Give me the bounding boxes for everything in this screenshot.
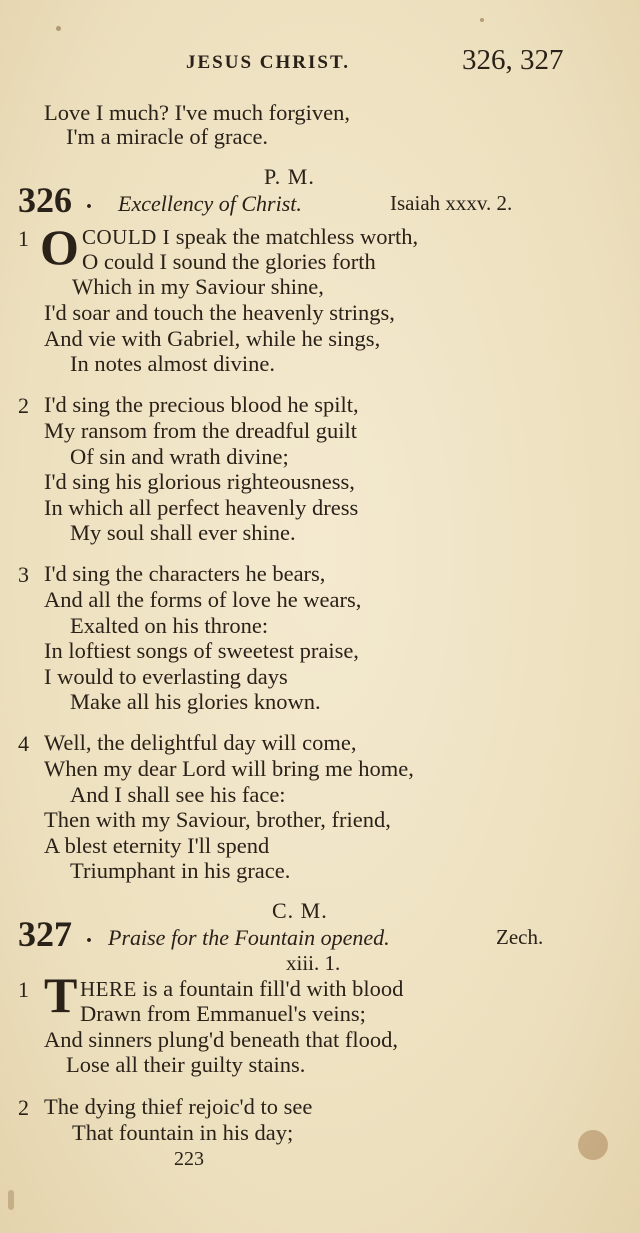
verse-number: 4 — [18, 731, 29, 756]
verse-line: I'd sing the precious blood he spilt, — [44, 392, 359, 417]
verse-line: Lose all their guilty stains. — [66, 1052, 306, 1077]
hymn-number-dot: . — [86, 922, 92, 948]
opening-words: COULD I — [82, 225, 171, 249]
page-number: 223 — [174, 1148, 204, 1170]
verse-line: When my dear Lord will bring me home, — [44, 756, 414, 781]
opening-words: HERE — [80, 977, 137, 1001]
verse-line: The dying thief rejoic'd to see — [44, 1094, 313, 1119]
verse-number: 2 — [18, 393, 29, 418]
verse-line: Then with my Saviour, brother, friend, — [44, 807, 391, 832]
verse-number: 1 — [18, 977, 29, 1002]
carryover-line: I'm a miracle of grace. — [66, 124, 269, 149]
verse-line: Well, the delightful day will come, — [44, 730, 357, 755]
running-title: JESUS CHRIST. — [186, 52, 350, 73]
scripture-ref: Isaiah xxxv. 2. — [390, 191, 513, 215]
verse-line — [80, 976, 403, 1002]
verse-line: I'd sing his glorious righteousness, — [44, 469, 355, 494]
verse-line: O could I sound the glories forth — [82, 249, 376, 274]
hymn-title: Praise for the Fountain opened. — [108, 925, 390, 950]
drop-cap: O — [40, 219, 79, 275]
verse-number: 1 — [18, 226, 29, 251]
verse-line: Which in my Saviour shine, — [72, 274, 324, 299]
verse-line: I'd sing the characters he bears, — [44, 561, 326, 586]
paper-stain — [8, 1190, 14, 1210]
verse-line: A blest eternity I'll spend — [44, 833, 270, 858]
hymn-meter: P. M. — [264, 164, 315, 189]
hymn-range: 326, 327 — [462, 44, 564, 76]
carryover-line: Love I much? I've much forgiven, — [44, 100, 351, 125]
hymn-meter: C. M. — [272, 898, 328, 923]
verse-line — [82, 224, 418, 250]
verse-line: Make all his glories known. — [70, 689, 321, 714]
verse-line: And I shall see his face: — [70, 782, 286, 807]
verse-line: In notes almost divine. — [70, 351, 275, 376]
paper-speck — [56, 26, 61, 31]
scripture-ref: Zech. — [496, 925, 544, 949]
verse-number: 2 — [18, 1095, 29, 1120]
verse-line: My ransom from the dreadful guilt — [44, 418, 358, 443]
verse-line: That fountain in his day; — [72, 1120, 294, 1145]
verse-line: And all the forms of love he wears, — [44, 587, 362, 612]
paper-speck — [480, 18, 484, 22]
verse-line: And sinners plung'd beneath that flood, — [44, 1027, 398, 1052]
line-rest: speak the matchless worth, — [175, 224, 419, 249]
hymn-number-dot: . — [86, 188, 92, 214]
verse-number: 3 — [18, 562, 29, 587]
hymn-number: 326 — [18, 180, 72, 220]
verse-line: Of sin and wrath divine; — [70, 444, 289, 469]
verse-line: And vie with Gabriel, while he sings, — [44, 326, 381, 351]
verse-line: In loftiest songs of sweetest praise, — [44, 638, 359, 663]
verse-line: My soul shall ever shine. — [70, 520, 296, 545]
hymn-title: Excellency of Christ. — [118, 191, 302, 216]
verse-line: I would to everlasting days — [44, 664, 288, 689]
verse-line: Triumphant in his grace. — [70, 858, 291, 883]
hymn-number: 327 — [18, 914, 72, 954]
scripture-ref-continued: xiii. 1. — [286, 951, 341, 975]
verse-line: In which all perfect heavenly dress — [44, 495, 359, 520]
line-rest: is a fountain fill'd with blood — [142, 976, 404, 1001]
verse-line: Exalted on his throne: — [70, 613, 269, 638]
verse-line: I'd soar and touch the heavenly strings, — [44, 300, 395, 325]
verse-line: Drawn from Emmanuel's veins; — [80, 1001, 366, 1026]
drop-cap: T — [44, 967, 78, 1023]
foxing-stain — [578, 1130, 608, 1160]
